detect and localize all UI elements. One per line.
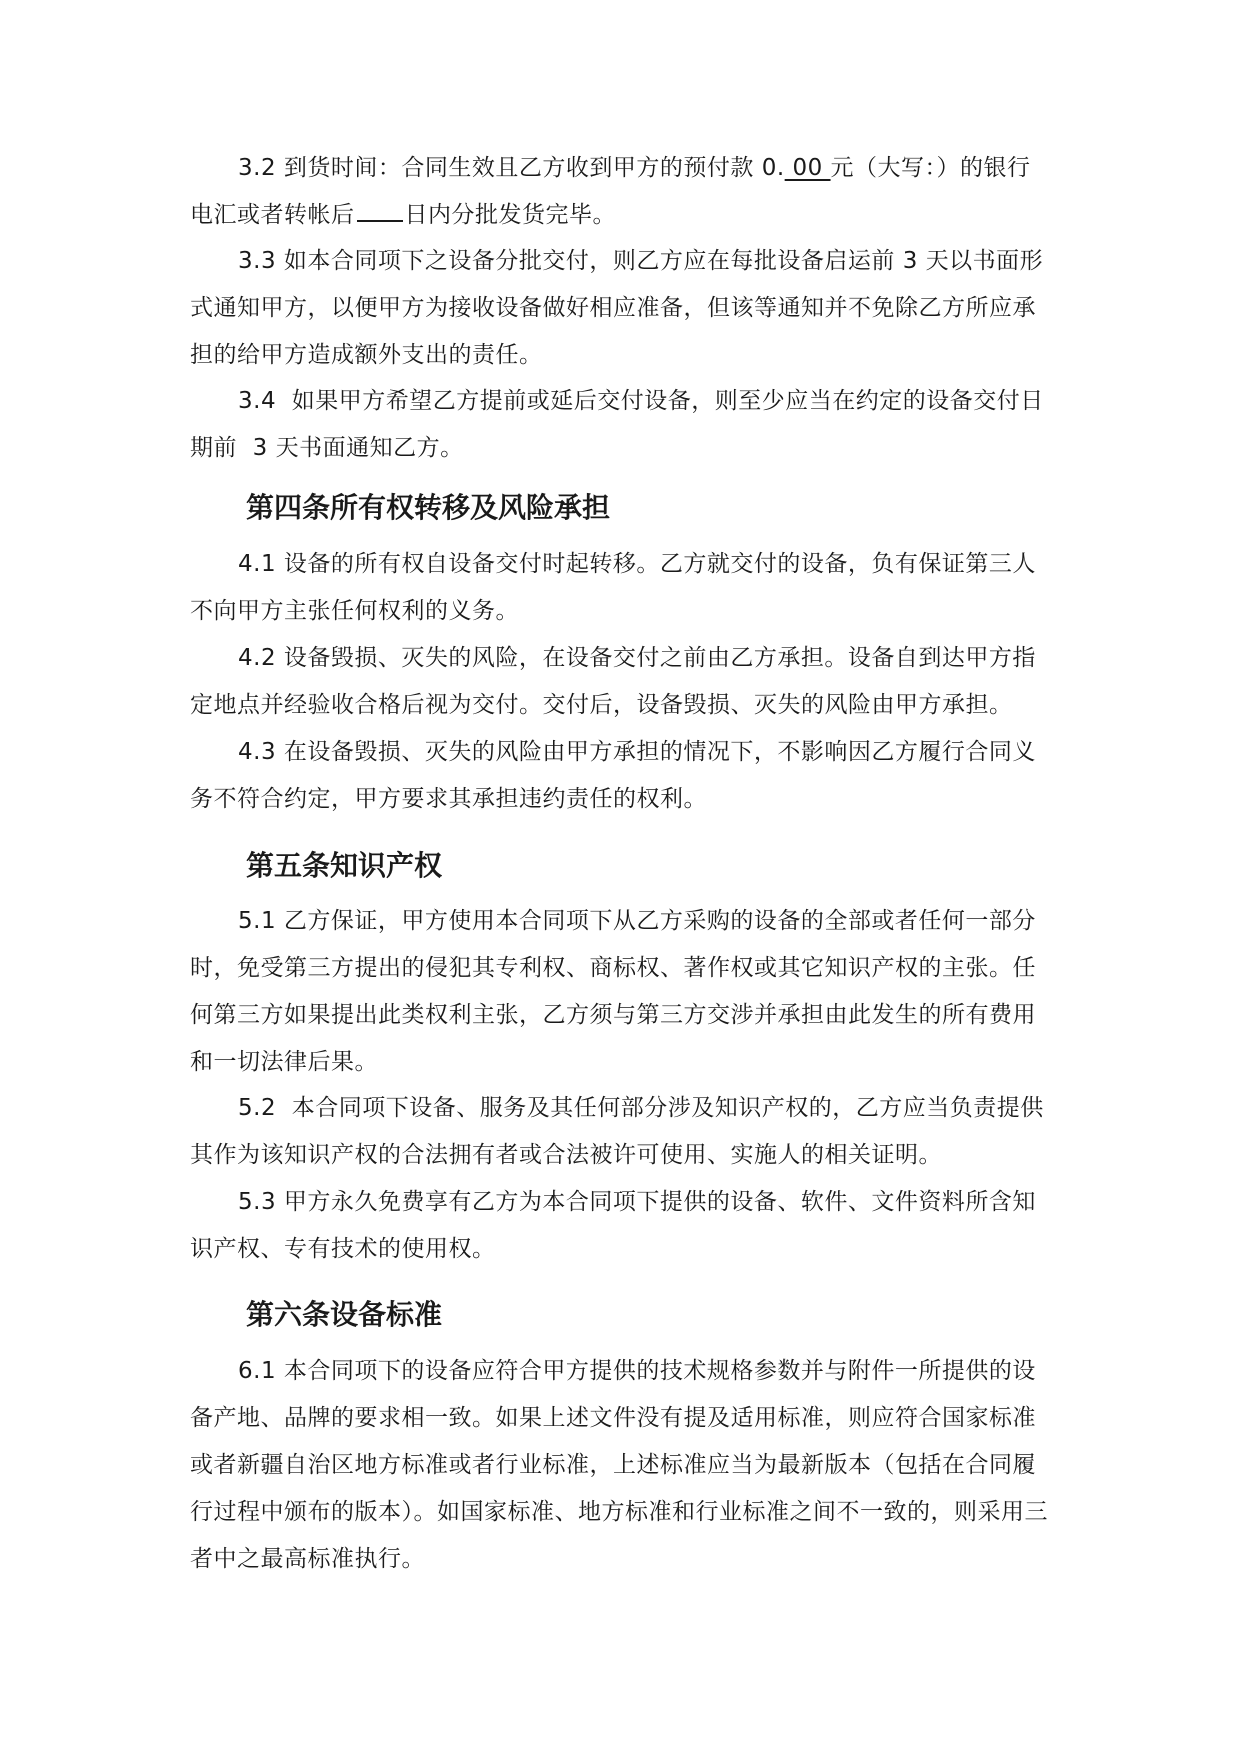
- clause-4-3: [190, 729, 1050, 823]
- clause-6-1: [190, 1348, 1050, 1583]
- clause-4-1: [190, 541, 1050, 635]
- clause-3-3: [190, 238, 1050, 379]
- clause-3-2-after-amount: 元（大写：）的银行电汇或者转帐后: [190, 155, 1031, 228]
- clause-4-3-text: 4.3 在设备毁损、灭失的风险由甲方承担的情况下，不影响因乙方履行合同义务不符合约定，甲方要求其承担违约责任的权利。: [190, 739, 1036, 812]
- clause-3-2-prefix: 3.2 到货时间：合同生效且乙方收到甲方的预付款 0.: [238, 155, 785, 181]
- clause-4-1-text: 4.1 设备的所有权自设备交付时起转移。乙方就交付的设备，负有保证第三人不向甲方主张任何权利的义务。: [190, 551, 1036, 624]
- clause-5-1: [190, 898, 1050, 1086]
- clause-4-2: [190, 635, 1050, 729]
- clause-3-2-text: [190, 145, 1050, 239]
- heading-article-6: 第六条设备标准: [246, 1298, 443, 1331]
- clause-6-1-text: 6.1 本合同项下的设备应符合甲方提供的技术规格参数并与附件一所提供的设备产地、品牌的要求相一致。如果上述文件没有提及适用标准，则应符合国家标准或者新疆自治区地方标准或者行业标准，上述标准应当为最新版本（包括在合同履行过程中颁布的版本）。如国家标准、地方标准和行业标准之间不一致的，则采用三者中之最高标准执行。: [190, 1358, 1048, 1572]
- clause-3-3-text: 3.3 如本合同项下之设备分批交付，则乙方应在每批设备启运前 3 天以书面形式通知甲方，以便甲方为接收设备做好相应准备，但该等通知并不免除乙方所应承担的给甲方造成额外支出的责任。: [190, 248, 1044, 368]
- clause-3-4: [190, 378, 1050, 472]
- clause-3-2-suffix: 日内分批发货完毕。: [404, 202, 616, 228]
- clause-4-2-text: 4.2 设备毁损、灭失的风险，在设备交付之前由乙方承担。设备自到达甲方指定地点并经验收合格后视为交付。交付后，设备毁损、灭失的风险由甲方承担。: [190, 645, 1036, 718]
- clause-5-2: [190, 1085, 1050, 1179]
- clause-5-3-text: 5.3 甲方永久免费享有乙方为本合同项下提供的设备、软件、文件资料所含知识产权、专有技术的使用权。: [190, 1189, 1036, 1262]
- heading-article-5: 第五条知识产权: [246, 849, 443, 882]
- days-blank: [357, 200, 403, 222]
- clause-3-4-text: 3.4 如果甲方希望乙方提前或延后交付设备，则至少应当在约定的设备交付日期前 3 天书面通知乙方。: [190, 388, 1044, 461]
- heading-article-4: 第四条所有权转移及风险承担: [246, 491, 611, 524]
- clause-3-2: [190, 145, 1050, 239]
- clause-5-3: [190, 1179, 1050, 1273]
- clause-5-2-text: 5.2 本合同项下设备、服务及其任何部分涉及知识产权的，乙方应当负责提供其作为该知识产权的合法拥有者或合法被许可使用、实施人的相关证明。: [190, 1095, 1044, 1168]
- clause-5-1-text: 5.1 乙方保证，甲方使用本合同项下从乙方采购的设备的全部或者任何一部分时，免受第三方提出的侵犯其专利权、商标权、著作权或其它知识产权的主张。任何第三方如果提出此类权利主张，乙方须与第三方交涉并承担由此发生的所有费用和一切法律后果。: [190, 908, 1036, 1075]
- advance-amount: 00: [784, 155, 831, 181]
